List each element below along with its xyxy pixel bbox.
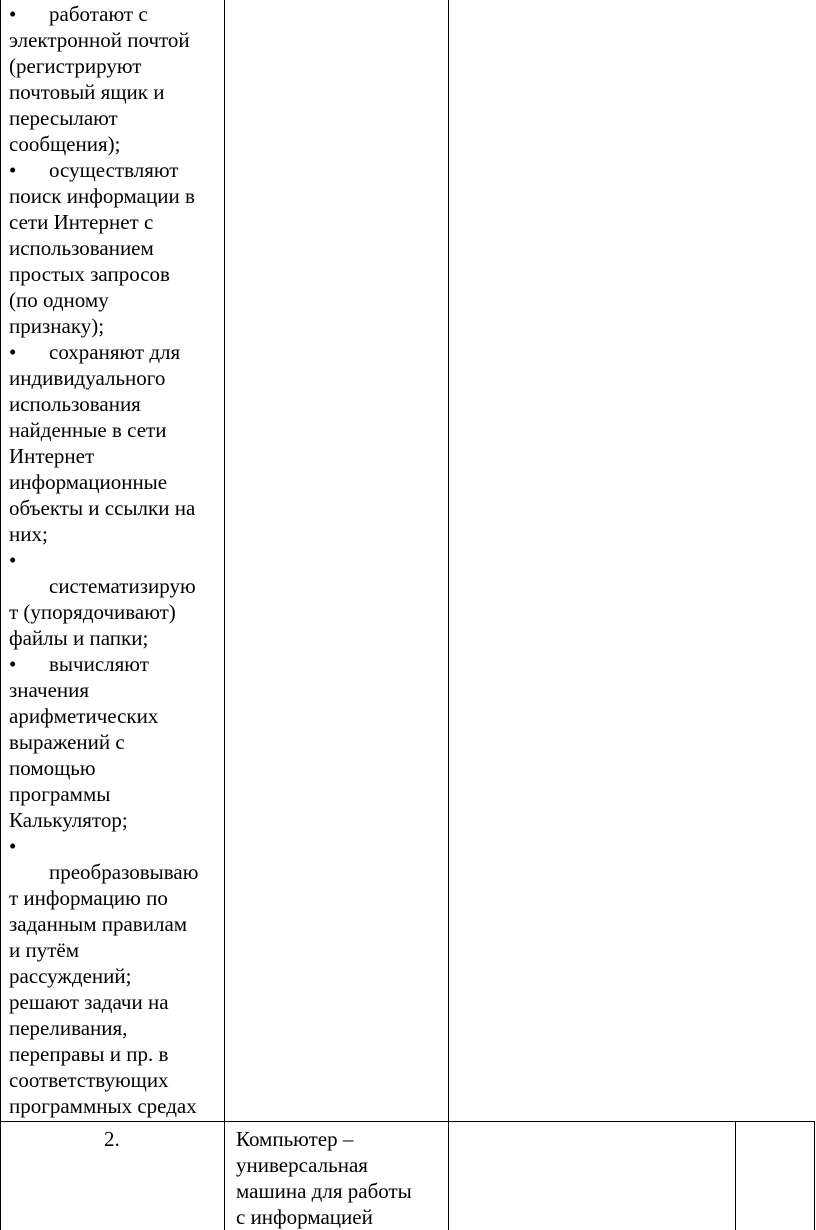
skill-first-line [9,833,221,859]
skill-text: программы [9,782,111,806]
skill-text: пересылают [9,106,118,130]
topic-line: Компьютер – [236,1127,354,1151]
bullet-icon: • [9,652,17,676]
skill-text: осуществляют [49,158,179,182]
skill-text: них; [9,522,48,546]
skill-text: (регистрируют [9,54,142,78]
skill-text: т (упорядочивают) [9,600,176,624]
skill-text: т информацию по [9,886,168,910]
row-number: 2. [104,1127,120,1151]
bullet-icon: • [9,340,17,364]
skill-text: найденные в сети [9,418,167,442]
skill-text: использования [9,392,141,416]
skill-text: индивидуального [9,366,166,390]
topic-cell [236,1126,412,1230]
skill-text: Интернет [9,444,95,468]
skill-list-item [9,1,221,157]
skill-text: признаку); [9,314,105,338]
skill-text: использованием [9,236,154,260]
skill-first-line [9,1,221,27]
table-divider-col2 [448,0,449,1230]
skill-text: сохраняют для [49,340,181,364]
topic-line: машина для работы [236,1179,412,1203]
skill-text: Калькулятор; [9,808,128,832]
skill-text: информационные [9,470,168,494]
skill-text: переправы и пр. в [9,1042,169,1066]
skill-text: переливания, [9,1016,128,1040]
skill-text: (по одному [9,288,109,312]
skill-text: арифметических [9,704,159,728]
skill-text: решают задачи на [9,990,169,1014]
skill-list-item [9,339,221,547]
skill-text: программных средах [9,1094,197,1118]
skill-text: рассуждений; [9,964,132,988]
skill-text: выражений с [9,730,125,754]
skill-first-line [9,157,221,183]
table-divider-col3 [735,1122,736,1230]
table-border-right [814,1122,815,1230]
skill-first-line [9,339,221,365]
bullet-icon: • [9,158,17,182]
skill-text: систематизирую [49,574,196,598]
skills-bullet-list [9,1,221,1119]
topic-line: с информацией [236,1205,373,1229]
skill-first-line [9,651,221,677]
skill-text: заданным правилам [9,912,188,936]
skill-text: объекты и ссылки на [9,496,196,520]
bullet-icon: • [9,834,17,858]
bullet-icon: • [9,548,17,572]
skill-list-item [9,833,221,1119]
skill-text: работают с [49,2,148,26]
skill-text: поиск информации в [9,184,195,208]
skill-text: простых запросов [9,262,170,286]
skill-list-item [9,547,221,651]
skill-list-item [9,157,221,339]
skill-text: и путём [9,938,80,962]
table-divider-col1 [224,0,225,1230]
skill-text: файлы и папки; [9,626,149,650]
skill-text: преобразовываю [49,860,199,884]
skill-text: сети Интернет с [9,210,154,234]
skill-text: сообщения); [9,132,121,156]
skill-text: значения [9,678,90,702]
skill-text: помощью [9,756,96,780]
skill-text: вычисляют [49,652,149,676]
bullet-icon: • [9,2,17,26]
skill-first-line [9,547,221,573]
skill-text: электронной почтой [9,28,190,52]
skill-list-item [9,651,221,833]
table-row-divider [0,1121,815,1122]
table-border-left [0,0,1,1230]
skill-text: соответствующих [9,1068,169,1092]
topic-line: универсальная [236,1153,368,1177]
skill-text: почтовый ящик и [9,80,165,104]
